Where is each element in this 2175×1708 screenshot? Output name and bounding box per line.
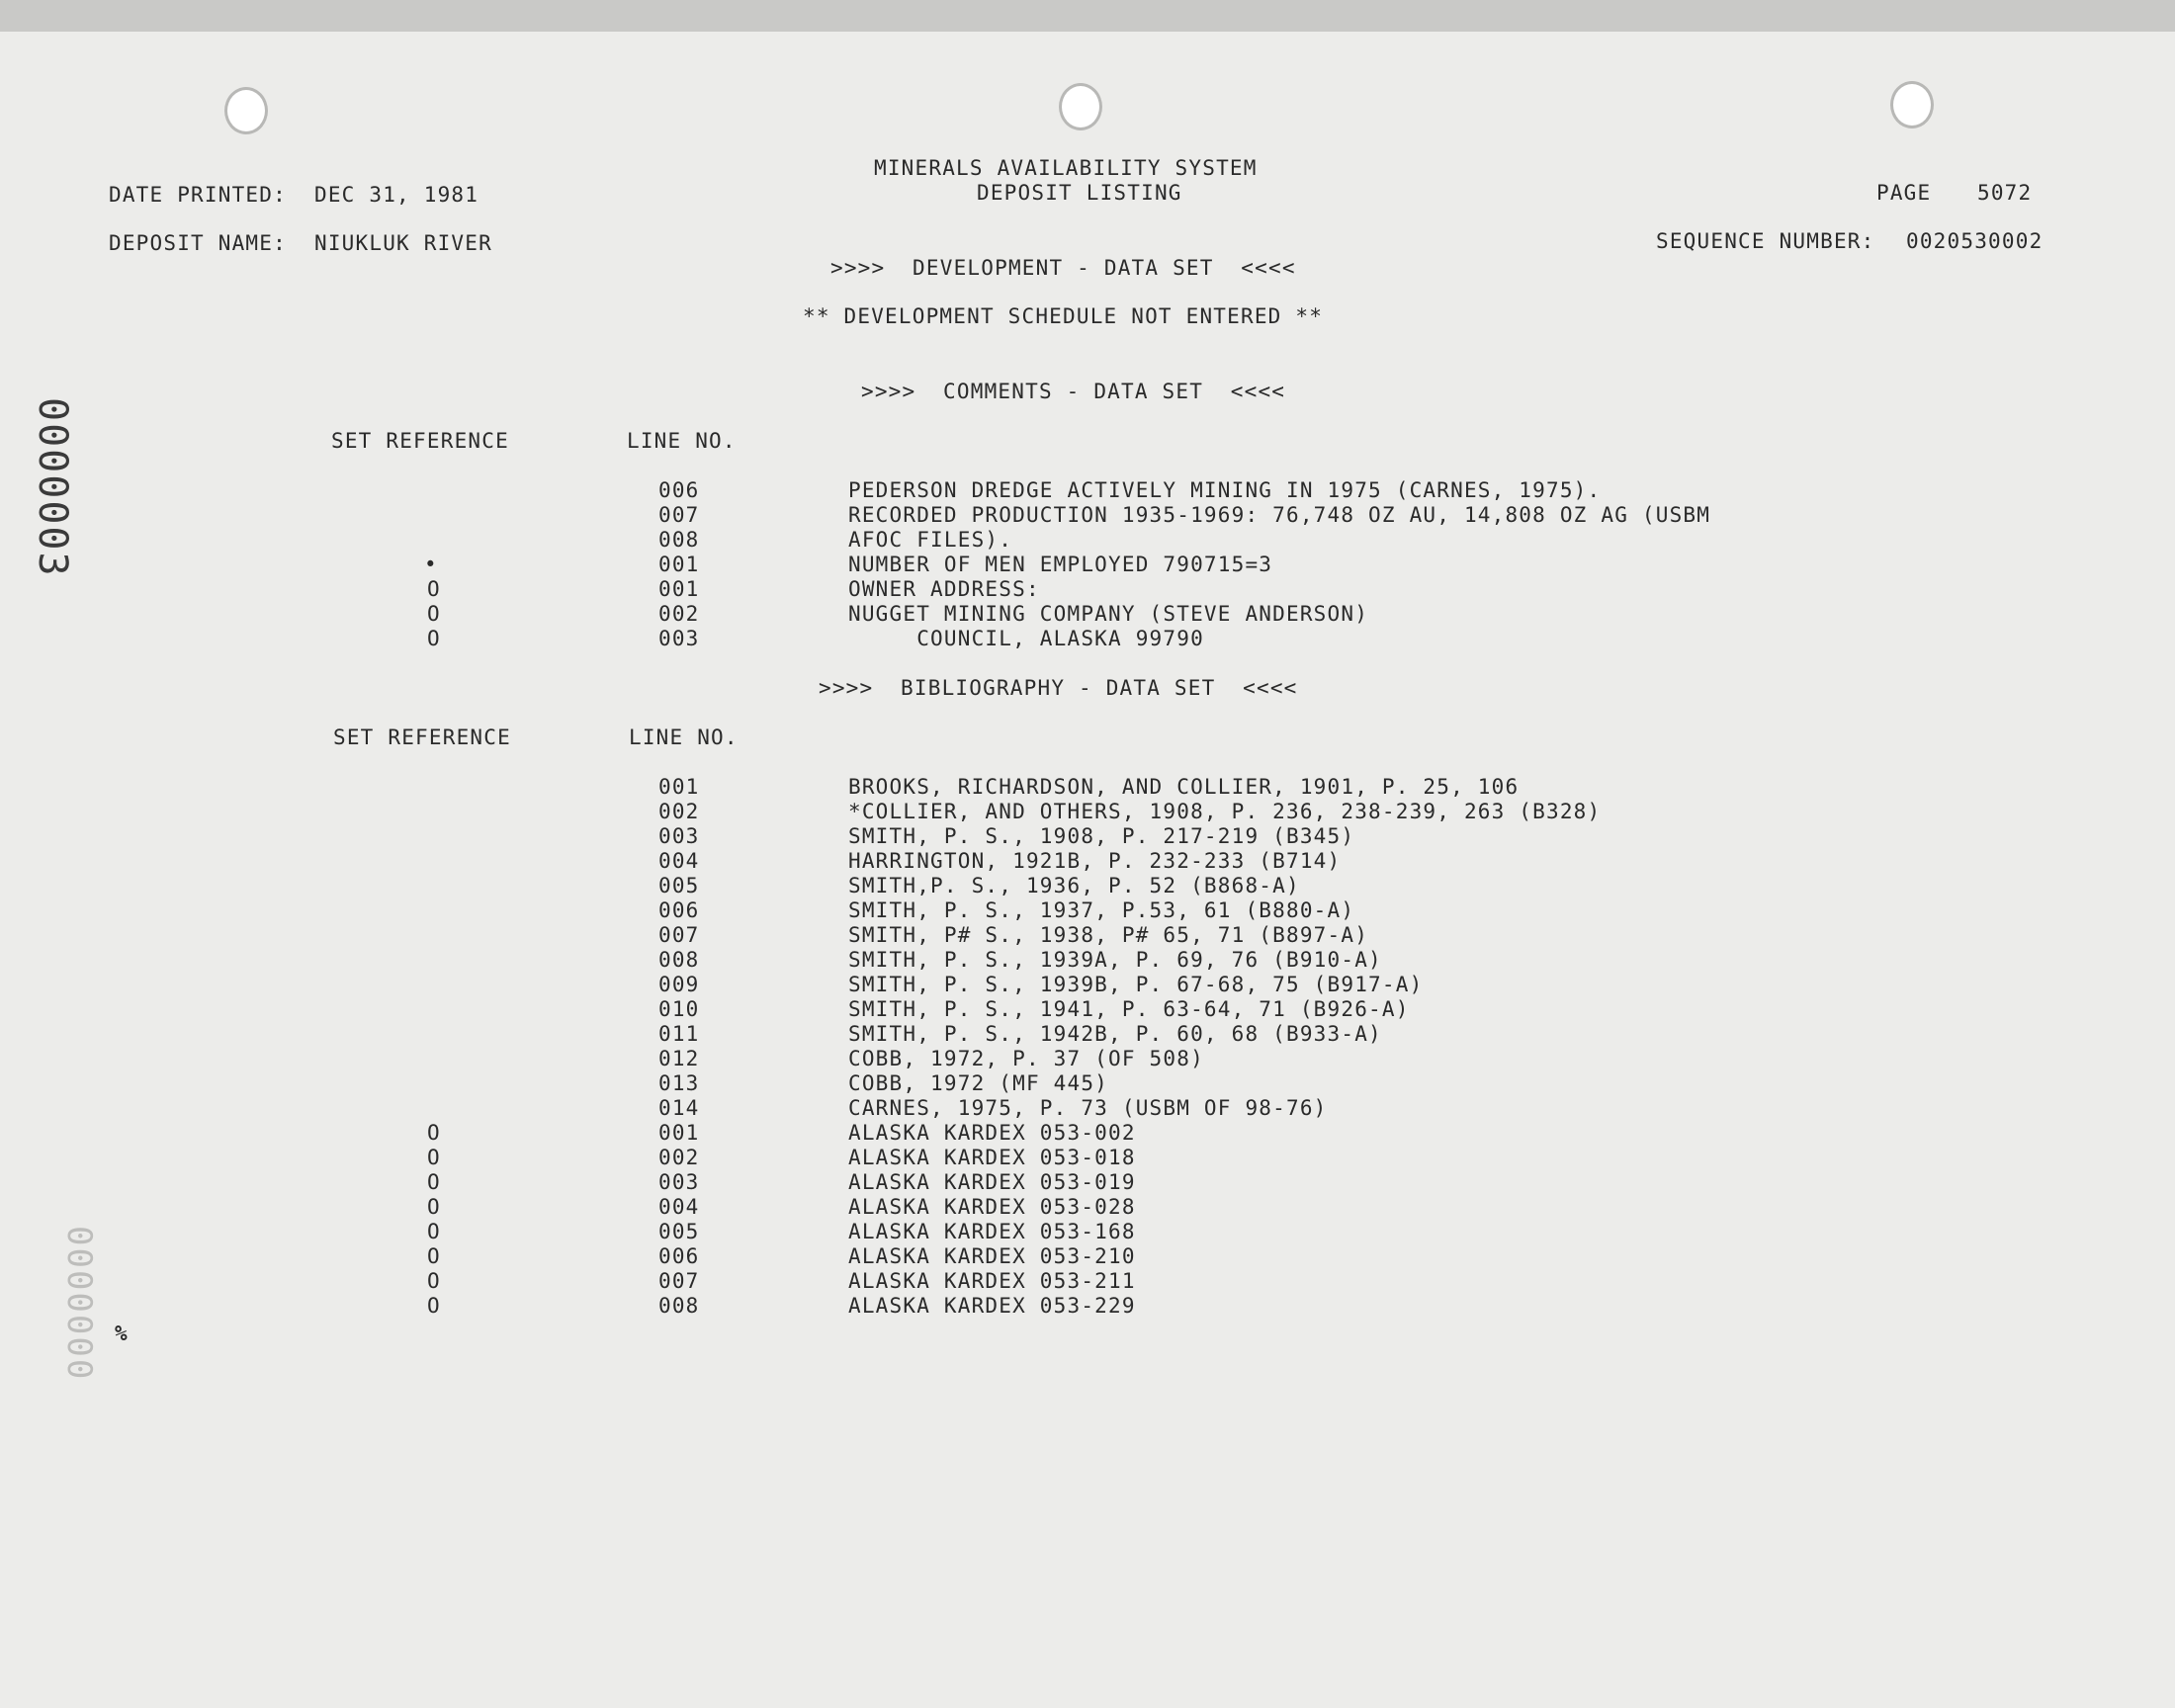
development-note: ** DEVELOPMENT SCHEDULE NOT ENTERED ** (803, 304, 1324, 328)
set-reference: O (427, 1121, 441, 1145)
set-reference: O (427, 1195, 441, 1219)
deposit-name-value: NIUKLUK RIVER (314, 231, 492, 255)
punch-hole-right (1890, 81, 1934, 128)
entry-text: CARNES, 1975, P. 73 (USBM OF 98-76) (848, 1096, 1328, 1120)
entry-text: COUNCIL, ALASKA 99790 (848, 627, 1204, 650)
entry-text: *COLLIER, AND OTHERS, 1908, P. 236, 238-239, 263 (B328) (848, 800, 1602, 823)
line-number: 005 (658, 874, 700, 897)
table-row (0, 997, 2175, 1022)
comments-col-set-reference: SET REFERENCE (331, 429, 509, 453)
table-row (0, 1220, 2175, 1244)
line-number: 004 (658, 1195, 700, 1219)
table-row (0, 800, 2175, 824)
bibliography-col-set-reference: SET REFERENCE (333, 726, 511, 749)
entry-text: NUGGET MINING COMPANY (STEVE ANDERSON) (848, 602, 1369, 626)
sequence-number: 0020530002 (1906, 229, 2044, 253)
entry-text: ALASKA KARDEX 053-028 (848, 1195, 1136, 1219)
entry-text: BROOKS, RICHARDSON, AND COLLIER, 1901, P. 25, 106 (848, 775, 1520, 799)
development-section-title: >>>> DEVELOPMENT - DATA SET <<<< (830, 256, 1296, 280)
set-reference: O (427, 1170, 441, 1194)
table-row (0, 1244, 2175, 1269)
margin-stamp-bottom: 0000000 (59, 1226, 99, 1382)
entry-text: ALASKA KARDEX 053-211 (848, 1269, 1136, 1293)
line-number: 013 (658, 1071, 700, 1095)
entry-text: ALASKA KARDEX 053-229 (848, 1294, 1136, 1318)
line-number: 012 (658, 1047, 700, 1070)
line-number: 001 (658, 553, 700, 576)
table-row (0, 1195, 2175, 1220)
line-number: 010 (658, 997, 700, 1021)
bibliography-section-title: >>>> BIBLIOGRAPHY - DATA SET <<<< (819, 676, 1298, 700)
line-number: 006 (658, 898, 700, 922)
table-row (0, 1047, 2175, 1071)
line-number: 014 (658, 1096, 700, 1120)
margin-stamp-top: 0000003 (30, 397, 75, 578)
line-number: 003 (658, 824, 700, 848)
set-reference: • (424, 553, 438, 576)
entry-text: SMITH, P. S., 1942B, P. 60, 68 (B933-A) (848, 1022, 1382, 1046)
table-row (0, 898, 2175, 923)
table-row (0, 775, 2175, 800)
line-number: 007 (658, 923, 700, 947)
line-number: 002 (658, 800, 700, 823)
table-row (0, 577, 2175, 602)
system-title: MINERALS AVAILABILITY SYSTEM (874, 156, 1258, 180)
line-number: 011 (658, 1022, 700, 1046)
line-number: 008 (658, 528, 700, 552)
line-number: 002 (658, 1146, 700, 1169)
table-row (0, 627, 2175, 651)
line-number: 007 (658, 1269, 700, 1293)
table-row (0, 503, 2175, 528)
table-row (0, 1071, 2175, 1096)
table-row (0, 923, 2175, 948)
table-row (0, 824, 2175, 849)
set-reference: O (427, 1269, 441, 1293)
line-number: 002 (658, 602, 700, 626)
entry-text: COBB, 1972, P. 37 (OF 508) (848, 1047, 1204, 1070)
entry-text: ALASKA KARDEX 053-002 (848, 1121, 1136, 1145)
entry-text: SMITH, P. S., 1908, P. 217-219 (B345) (848, 824, 1355, 848)
comments-section-title: >>>> COMMENTS - DATA SET <<<< (861, 380, 1286, 403)
set-reference: O (427, 627, 441, 650)
line-number: 001 (658, 1121, 700, 1145)
table-row (0, 1121, 2175, 1146)
entry-text: HARRINGTON, 1921B, P. 232-233 (B714) (848, 849, 1342, 873)
table-row (0, 602, 2175, 627)
table-row (0, 948, 2175, 973)
table-row (0, 874, 2175, 898)
set-reference: O (427, 1146, 441, 1169)
document-sheet (0, 32, 2175, 1708)
table-row (0, 849, 2175, 874)
entry-text: SMITH, P# S., 1938, P# 65, 71 (B897-A) (848, 923, 1369, 947)
line-number: 003 (658, 1170, 700, 1194)
line-number: 003 (658, 627, 700, 650)
punch-hole-center (1059, 83, 1102, 130)
entry-text: ALASKA KARDEX 053-168 (848, 1220, 1136, 1243)
entry-text: SMITH, P. S., 1937, P.53, 61 (B880-A) (848, 898, 1355, 922)
sequence-label: SEQUENCE NUMBER: (1656, 229, 1875, 253)
line-number: 006 (658, 1244, 700, 1268)
set-reference: O (427, 1294, 441, 1318)
table-row (0, 1269, 2175, 1294)
table-row (0, 478, 2175, 503)
entry-text: SMITH, P. S., 1941, P. 63-64, 71 (B926-A) (848, 997, 1410, 1021)
table-row (0, 528, 2175, 553)
page-label: PAGE (1876, 181, 1932, 205)
line-number: 005 (658, 1220, 700, 1243)
entry-text: ALASKA KARDEX 053-018 (848, 1146, 1136, 1169)
table-row (0, 1170, 2175, 1195)
entry-text: SMITH, P. S., 1939B, P. 67-68, 75 (B917-A) (848, 973, 1424, 996)
listing-title: DEPOSIT LISTING (977, 181, 1182, 205)
entry-text: RECORDED PRODUCTION 1935-1969: 76,748 OZ AU, 14,808 OZ AG (USBM (848, 503, 1711, 527)
entry-text: ALASKA KARDEX 053-210 (848, 1244, 1136, 1268)
table-row (0, 973, 2175, 997)
date-printed-label: DATE PRINTED: (109, 183, 287, 207)
set-reference: O (427, 577, 441, 601)
line-number: 007 (658, 503, 700, 527)
table-row (0, 553, 2175, 577)
entry-text: COBB, 1972 (MF 445) (848, 1071, 1109, 1095)
table-row (0, 1096, 2175, 1121)
punch-hole-left (224, 87, 268, 134)
table-row (0, 1294, 2175, 1319)
page-number: 5072 (1977, 181, 2033, 205)
set-reference: O (427, 602, 441, 626)
line-number: 004 (658, 849, 700, 873)
line-number: 009 (658, 973, 700, 996)
entry-text: PEDERSON DREDGE ACTIVELY MINING IN 1975 (CARNES, 1975). (848, 478, 1602, 502)
set-reference: O (427, 1244, 441, 1268)
entry-text: AFOC FILES). (848, 528, 1013, 552)
table-row (0, 1022, 2175, 1047)
deposit-name-label: DEPOSIT NAME: (109, 231, 287, 255)
entry-text: OWNER ADDRESS: (848, 577, 1040, 601)
line-number: 006 (658, 478, 700, 502)
table-row (0, 1146, 2175, 1170)
entry-text: SMITH,P. S., 1936, P. 52 (B868-A) (848, 874, 1300, 897)
bibliography-col-line-no: LINE NO. (629, 726, 739, 749)
entry-text: NUMBER OF MEN EMPLOYED 790715=3 (848, 553, 1273, 576)
percent-mark: % (115, 1322, 129, 1345)
line-number: 008 (658, 1294, 700, 1318)
line-number: 001 (658, 775, 700, 799)
entry-text: SMITH, P. S., 1939A, P. 69, 76 (B910-A) (848, 948, 1382, 972)
comments-col-line-no: LINE NO. (627, 429, 737, 453)
entry-text: ALASKA KARDEX 053-019 (848, 1170, 1136, 1194)
line-number: 001 (658, 577, 700, 601)
set-reference: O (427, 1220, 441, 1243)
date-printed-value: DEC 31, 1981 (314, 183, 479, 207)
line-number: 008 (658, 948, 700, 972)
